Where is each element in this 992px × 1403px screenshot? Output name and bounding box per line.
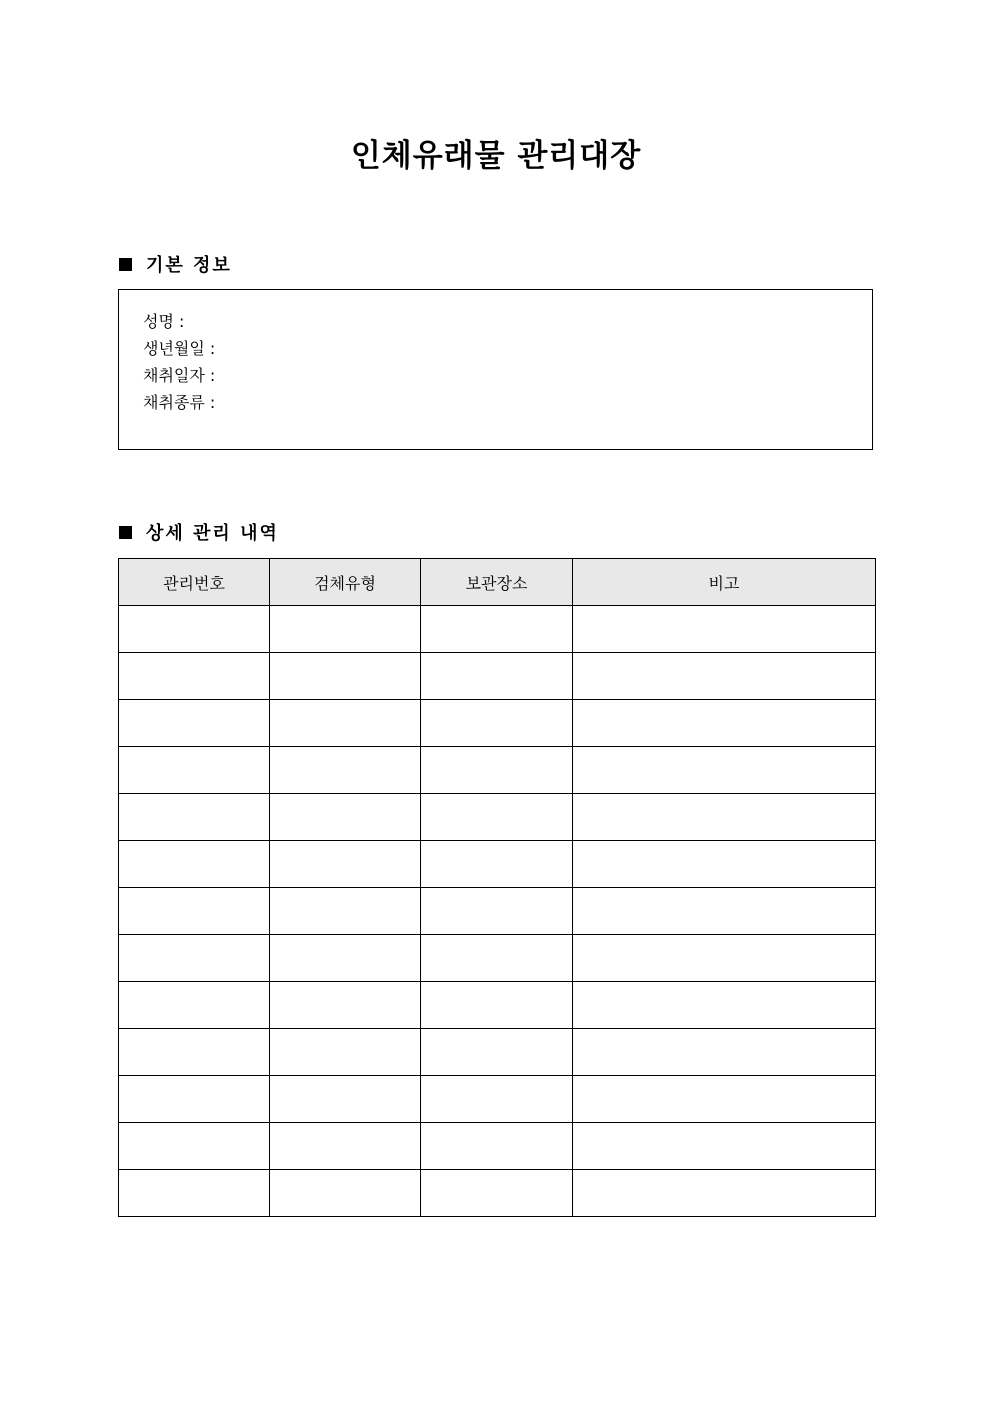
cell-storage-location[interactable]	[421, 982, 573, 1029]
cell-remarks[interactable]	[573, 794, 876, 841]
cell-management-number[interactable]	[119, 982, 270, 1029]
cell-storage-location[interactable]	[421, 888, 573, 935]
cell-remarks[interactable]	[573, 841, 876, 888]
cell-management-number[interactable]	[119, 1170, 270, 1217]
page-title: 인체유래물 관리대장	[350, 138, 642, 174]
field-collection-type: 채취종류 :	[143, 393, 216, 412]
cell-management-number[interactable]	[119, 1123, 270, 1170]
cell-specimen-type[interactable]	[270, 1076, 421, 1123]
column-header-specimen-type: 검체유형	[270, 559, 421, 606]
cell-remarks[interactable]	[573, 747, 876, 794]
column-header-storage-location: 보관장소	[421, 559, 573, 606]
cell-remarks[interactable]	[573, 606, 876, 653]
cell-remarks[interactable]	[573, 1123, 876, 1170]
field-collection-date: 채취일자 :	[143, 366, 216, 385]
cell-specimen-type[interactable]	[270, 653, 421, 700]
section-heading-label: 상세 관리 내역	[146, 523, 279, 544]
field-birthdate: 생년월일 :	[143, 339, 216, 358]
cell-remarks[interactable]	[573, 1029, 876, 1076]
cell-storage-location[interactable]	[421, 1170, 573, 1217]
cell-management-number[interactable]	[119, 1029, 270, 1076]
table-row	[119, 935, 876, 982]
cell-remarks[interactable]	[573, 1076, 876, 1123]
table-row	[119, 1170, 876, 1217]
table-row	[119, 700, 876, 747]
cell-management-number[interactable]	[119, 1076, 270, 1123]
details-table	[118, 558, 876, 1217]
cell-remarks[interactable]	[573, 935, 876, 982]
cell-storage-location[interactable]	[421, 747, 573, 794]
cell-management-number[interactable]	[119, 794, 270, 841]
column-header-management-number: 관리번호	[119, 559, 270, 606]
table-row	[119, 888, 876, 935]
cell-remarks[interactable]	[573, 1170, 876, 1217]
table-row	[119, 606, 876, 653]
cell-management-number[interactable]	[119, 935, 270, 982]
cell-management-number[interactable]	[119, 747, 270, 794]
cell-specimen-type[interactable]	[270, 935, 421, 982]
cell-storage-location[interactable]	[421, 794, 573, 841]
table-body	[119, 606, 876, 1217]
cell-specimen-type[interactable]	[270, 841, 421, 888]
table-row	[119, 794, 876, 841]
cell-specimen-type[interactable]	[270, 606, 421, 653]
cell-storage-location[interactable]	[421, 935, 573, 982]
square-bullet-icon	[119, 258, 132, 271]
cell-specimen-type[interactable]	[270, 1029, 421, 1076]
cell-management-number[interactable]	[119, 841, 270, 888]
cell-storage-location[interactable]	[421, 1076, 573, 1123]
cell-management-number[interactable]	[119, 653, 270, 700]
table-row	[119, 841, 876, 888]
table-row	[119, 1123, 876, 1170]
cell-storage-location[interactable]	[421, 700, 573, 747]
section-heading-basic-info	[119, 252, 232, 276]
cell-specimen-type[interactable]	[270, 888, 421, 935]
cell-specimen-type[interactable]	[270, 747, 421, 794]
cell-remarks[interactable]	[573, 982, 876, 1029]
cell-storage-location[interactable]	[421, 841, 573, 888]
section-heading-details	[119, 520, 279, 544]
table-row	[119, 1029, 876, 1076]
table-row	[119, 653, 876, 700]
section-heading-label: 기본 정보	[146, 255, 232, 276]
cell-storage-location[interactable]	[421, 1123, 573, 1170]
cell-specimen-type[interactable]	[270, 794, 421, 841]
cell-storage-location[interactable]	[421, 1029, 573, 1076]
cell-specimen-type[interactable]	[270, 700, 421, 747]
cell-storage-location[interactable]	[421, 653, 573, 700]
cell-remarks[interactable]	[573, 653, 876, 700]
cell-remarks[interactable]	[573, 700, 876, 747]
column-header-remarks: 비고	[573, 559, 876, 606]
square-bullet-icon	[119, 526, 132, 539]
basic-info-box	[118, 289, 873, 450]
field-name: 성명 :	[143, 312, 185, 331]
cell-management-number[interactable]	[119, 606, 270, 653]
cell-remarks[interactable]	[573, 888, 876, 935]
cell-specimen-type[interactable]	[270, 1170, 421, 1217]
cell-management-number[interactable]	[119, 700, 270, 747]
table-header-row	[119, 559, 876, 606]
table-row	[119, 1076, 876, 1123]
cell-management-number[interactable]	[119, 888, 270, 935]
cell-specimen-type[interactable]	[270, 1123, 421, 1170]
cell-specimen-type[interactable]	[270, 982, 421, 1029]
cell-storage-location[interactable]	[421, 606, 573, 653]
table-row	[119, 982, 876, 1029]
table-row	[119, 747, 876, 794]
